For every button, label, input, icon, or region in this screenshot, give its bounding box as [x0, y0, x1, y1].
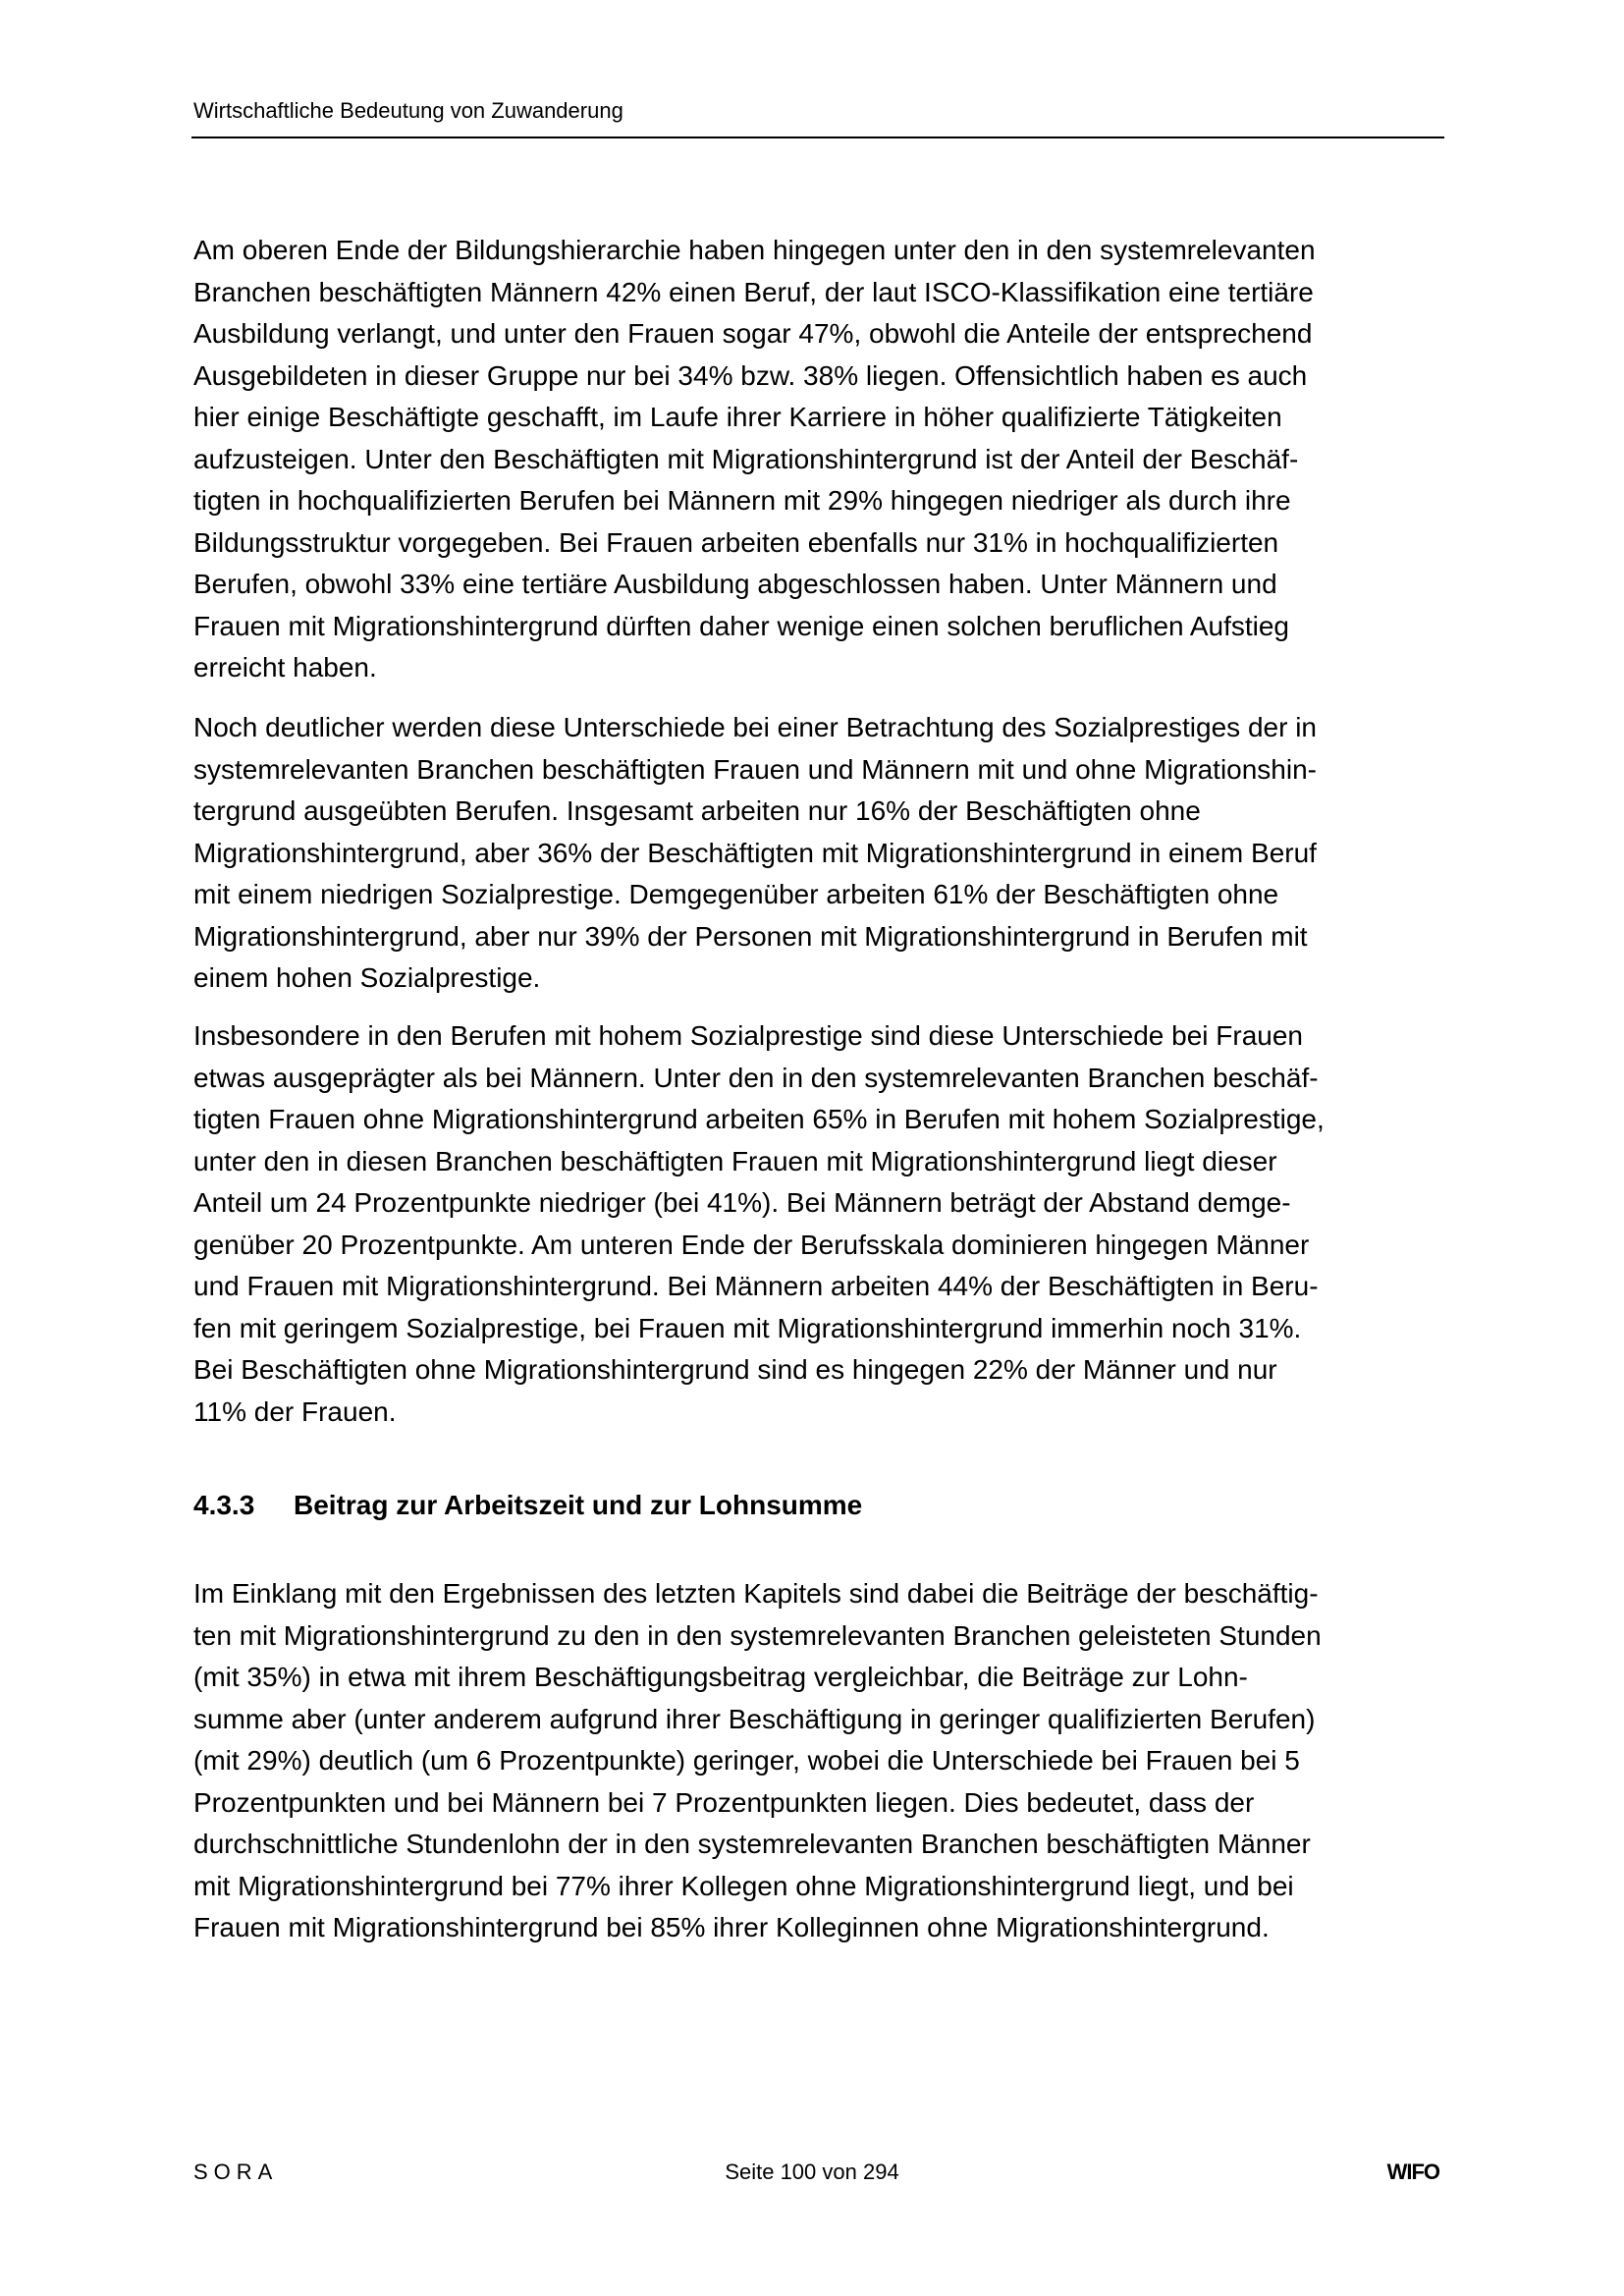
- text-line: systemrelevanten Branchen beschäftigten Frauen und Männern mit und ohne Migrationshin-: [193, 753, 1317, 785]
- text-line: Noch deutlicher werden diese Unterschiede bei einer Betrachtung des Sozialprestiges der in: [193, 712, 1317, 742]
- text-line: hier einige Beschäftigte geschafft, im Laufe ihrer Karriere in höher qualifizierte Tätigkeiten: [193, 402, 1282, 432]
- paragraph-2: [193, 707, 1317, 1000]
- text-line: einem hohen Sozialprestige.: [193, 962, 541, 993]
- text-line: Anteil um 24 Prozentpunkte niedriger (bei 41%). Bei Männern beträgt der Abstand demge-: [193, 1187, 1291, 1218]
- text-line: 11% der Frauen.: [193, 1395, 397, 1427]
- text-line: Branchen beschäftigten Männern 42% einen Beruf, der laut ISCO-Klassifikation eine tertiäre: [193, 276, 1314, 307]
- wifo-logo: WIFO: [1386, 2159, 1439, 2184]
- text-line: (mit 29%) deutlich (um 6 Prozentpunkte) geringer, wobei die Unterschiede bei Frauen bei 5: [193, 1745, 1300, 1776]
- page-number: Seite 100 von 294: [725, 2159, 899, 2184]
- text-line: summe aber (unter anderem aufgrund ihrer Beschäftigung in geringer qualifizierten Berufen): [193, 1703, 1316, 1734]
- section-number: 4.3.3: [193, 1490, 255, 1520]
- text-line: Frauen mit Migrationshintergrund dürften daher wenige einen solchen beruflichen Aufstieg: [193, 610, 1290, 641]
- text-line: Prozentpunkten und bei Männern bei 7 Prozentpunkten liegen. Dies bedeutet, dass der: [193, 1786, 1255, 1818]
- text-line: Im Einklang mit den Ergebnissen des letzten Kapitels sind dabei die Beiträge der beschäftig-: [193, 1578, 1319, 1609]
- text-line: Am oberen Ende der Bildungshierarchie haben hingegen unter den in den systemrelevanten: [193, 235, 1316, 265]
- section-heading: [193, 1490, 862, 1521]
- text-line: Migrationshintergrund, aber nur 39% der Personen mit Migrationshintergrund in Berufen mit: [193, 920, 1308, 952]
- text-line: ten mit Migrationshintergrund zu den in den systemrelevanten Branchen geleisteten Stunden: [193, 1619, 1322, 1651]
- text-line: Bei Beschäftigten ohne Migrationshintergrund sind es hingegen 22% der Männer und nur: [193, 1354, 1277, 1385]
- text-line: durchschnittliche Stundenlohn der in den systemrelevanten Branchen beschäftigten Männer: [193, 1829, 1311, 1859]
- text-line: Ausgebildeten in dieser Gruppe nur bei 34% bzw. 38% liegen. Offensichtlich haben es auch: [193, 359, 1308, 391]
- text-line: und Frauen mit Migrationshintergrund. Bei Männern arbeiten 44% der Beschäftigten in Beru-: [193, 1271, 1319, 1301]
- text-line: (mit 35%) in etwa mit ihrem Beschäftigungsbeitrag vergleichbar, die Beiträge zur Lohn-: [193, 1662, 1248, 1692]
- text-line: fen mit geringem Sozialprestige, bei Frauen mit Migrationshintergrund immerhin noch 31%.: [193, 1312, 1302, 1343]
- text-line: tergrund ausgeübten Berufen. Insgesamt arbeiten nur 16% der Beschäftigten ohne: [193, 795, 1201, 826]
- text-line: tigten in hochqualifizierten Berufen bei Männern mit 29% hingegen niedriger als durch ihre: [193, 485, 1291, 516]
- text-line: mit Migrationshintergrund bei 77% ihrer Kollegen ohne Migrationshintergrund liegt, und bei: [193, 1870, 1294, 1901]
- running-header: Wirtschaftliche Bedeutung von Zuwanderung: [193, 98, 623, 123]
- text-line: erreicht haben.: [193, 652, 377, 683]
- text-line: Insbesondere in den Berufen mit hohem Sozialprestige sind diese Unterschiede bei Frauen: [193, 1020, 1304, 1051]
- sora-logo: SORA: [193, 2159, 279, 2184]
- text-line: genüber 20 Prozentpunkte. Am unteren Ende der Berufsskala dominieren hingegen Männer: [193, 1229, 1310, 1260]
- section-title: Beitrag zur Arbeitszeit und zur Lohnsumme: [294, 1490, 863, 1520]
- paragraph-3: [193, 1015, 1325, 1433]
- text-line: aufzusteigen. Unter den Beschäftigten mit Migrationshintergrund ist der Anteil der Beschäf-: [193, 443, 1299, 474]
- text-line: unter den in diesen Branchen beschäftigten Frauen mit Migrationshintergrund liegt dieser: [193, 1145, 1277, 1176]
- text-line: tigten Frauen ohne Migrationshintergrund arbeiten 65% in Berufen mit hohem Sozialprestige,: [193, 1104, 1325, 1134]
- text-line: Ausbildung verlangt, und unter den Frauen sogar 47%, obwohl die Anteile der entsprechend: [193, 318, 1313, 349]
- paragraph-4: [193, 1573, 1322, 1949]
- paragraph-1: [193, 230, 1316, 689]
- header-rule: [191, 137, 1444, 138]
- text-line: Bildungsstruktur vorgegeben. Bei Frauen arbeiten ebenfalls nur 31% in hochqualifizierten: [193, 526, 1279, 558]
- text-line: etwas ausgeprägter als bei Männern. Unter den in den systemrelevanten Branchen beschäf-: [193, 1062, 1319, 1093]
- text-line: Frauen mit Migrationshintergrund bei 85% ihrer Kolleginnen ohne Migrationshintergrund.: [193, 1912, 1270, 1942]
- text-line: Berufen, obwohl 33% eine tertiäre Ausbildung abgeschlossen haben. Unter Männern und: [193, 569, 1277, 599]
- text-line: mit einem niedrigen Sozialprestige. Demgegenüber arbeiten 61% der Beschäftigten ohne: [193, 879, 1279, 909]
- text-line: Migrationshintergrund, aber 36% der Beschäftigten mit Migrationshintergrund in einem Beruf: [193, 837, 1317, 868]
